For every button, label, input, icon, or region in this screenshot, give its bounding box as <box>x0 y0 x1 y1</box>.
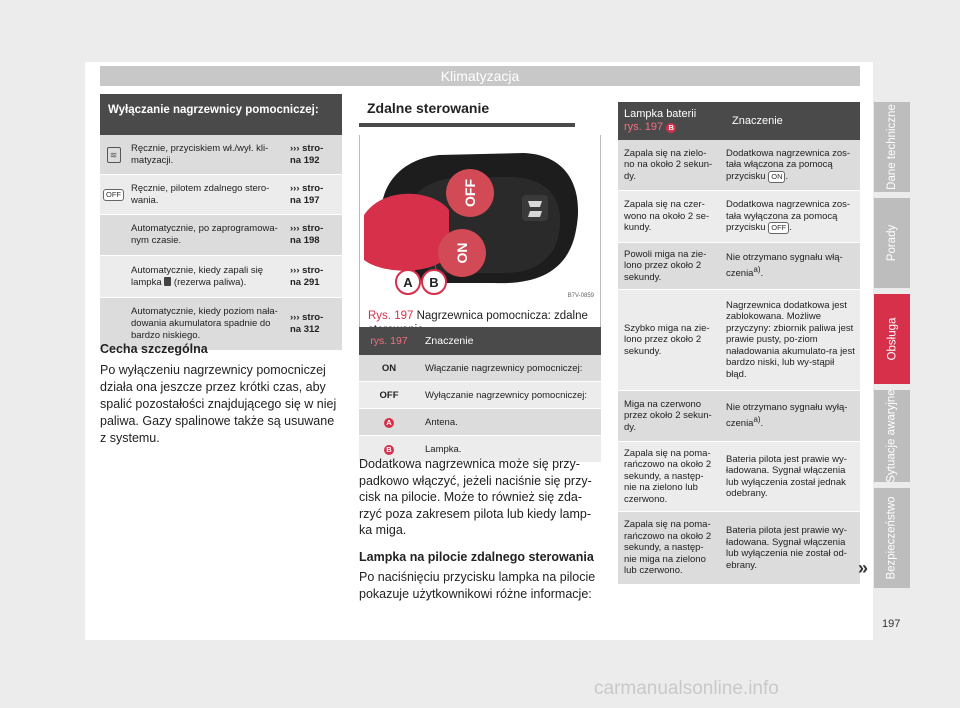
lamp-status-table <box>618 102 860 585</box>
legend-text: Lampka. <box>425 443 462 455</box>
remote-control-figure <box>364 135 596 301</box>
remote-control-illustration <box>364 135 598 301</box>
tab-operation[interactable]: Obsługa <box>874 294 910 384</box>
meaning: Bateria pilota jest prawie wy-ładowana. Sygnał włączenia lub wyłączenia nie został od-ebrany. <box>726 525 847 571</box>
table-row <box>618 191 860 243</box>
off-button-label: OFF <box>462 179 478 207</box>
legend-key: ON <box>381 362 397 374</box>
paragraph: Dodatkowa nagrzewnica może się przy-padkowo włączyć, jeżeli naciśnie się przy-cisk na pilocie. Może to również się zda-rzyć poza zakresem pilota lub kiedy lamp-ka miga. <box>359 457 592 537</box>
meaning: Nie otrzymano sygnału włą-czenia$^{a)}$. <box>726 252 843 280</box>
subheading: Lampka na pilocie zdalnego sterowania <box>359 549 594 564</box>
lamp-state: Zapala się na czer-wono na około 2 se-kundy. <box>624 199 710 234</box>
table-header <box>359 327 601 355</box>
on-button-label: ON <box>454 242 470 264</box>
lamp-state: Miga na czerwono przez około 2 sekun-dy. <box>624 398 712 433</box>
tab-emergencies[interactable]: Sytuacje awaryjne <box>874 390 910 482</box>
table-header <box>618 102 860 140</box>
legend-key: A <box>384 418 394 428</box>
remote-text-section <box>359 456 601 612</box>
column-header: Znaczenie <box>732 115 783 127</box>
meaning: Dodatkowa nagrzewnica zos-tała włączona za pomocą przycisku ON . <box>726 147 851 182</box>
callout-a: A <box>403 275 413 290</box>
off-key-icon: OFF <box>103 189 124 201</box>
legend-key: OFF <box>379 389 399 401</box>
fuel-pump-icon <box>164 277 171 286</box>
table-row <box>359 355 601 382</box>
callout-b-badge: B <box>666 123 676 133</box>
section-title: Zdalne sterowanie <box>359 94 575 127</box>
deactivation-table <box>100 94 342 351</box>
column-header[interactable]: rys. 197 <box>370 335 408 347</box>
page-reference[interactable]: ››› stro- na 291 <box>290 264 324 288</box>
heater-button-icon: ≋ <box>107 147 121 163</box>
legend-text: Wyłączanie nagrzewnicy pomocniczej: <box>425 389 588 401</box>
table-row <box>618 140 860 191</box>
lamp-state: Zapala się na poma-rańczowo na około 2 sekundy, a następ-nie miga na zielono lub czerwono. <box>624 519 712 577</box>
page-reference[interactable]: ››› stro- na 197 <box>290 182 324 206</box>
tab-safety[interactable]: Bezpieczeństwo <box>874 488 910 588</box>
watermark: carmanualsonline.info <box>594 678 779 699</box>
callout-b: B <box>429 275 439 290</box>
tab-technical-data[interactable]: Dane techniczne <box>874 102 910 192</box>
lamp-state: Zapala się na zielo-no na około 2 sekun-dy. <box>624 147 713 182</box>
lamp-state: Szybko miga na zie-lono przez około 2 sekundy. <box>624 322 710 357</box>
lamp-state: Powoli miga na zie-lono przez około 2 sekundy. <box>624 248 707 283</box>
meaning: Nie otrzymano sygnału wyłą-czenia$^{a)}$. <box>726 402 848 430</box>
remote-legend-table <box>359 327 601 463</box>
table-row <box>100 135 342 175</box>
legend-text: Antena. <box>425 416 458 428</box>
legend-text: Włączanie nagrzewnicy pomocniczej: <box>425 362 583 374</box>
row-text: Ręcznie, przyciskiem wł./wył. kli-matyzacji. <box>131 142 269 166</box>
section-body: Po wyłączeniu nagrzewnicy pomocniczej działa ona jeszcze przez krótki czas, aby spalić pozostałości znajdującego się w niej paliwa. Gazy spalinowe także są usuwane z systemu. <box>100 363 337 445</box>
meaning: Nagrzewnica dodatkowa jest zablokowana. Możliwe przyczyny: zbiornik paliwa jest prawie pusty, po-ziom naładowania akumulato-ra jest bardzo niski, lub wy-stąpił błąd. <box>726 299 855 380</box>
table-row <box>618 512 860 585</box>
section-heading: Cecha szczególna <box>100 342 208 356</box>
column-header: Znaczenie <box>425 335 474 347</box>
table-row <box>359 382 601 409</box>
row-text: Automatycznie, po zaprogramowa-nym czasie. <box>131 223 278 246</box>
table-row <box>618 290 860 391</box>
lamp-state: Zapala się na poma-rańczowo na około 2 sekundy, a następ-nie na zielono lub czerwono. <box>624 447 712 505</box>
table-row <box>618 243 860 290</box>
chapter-header: Klimatyzacja <box>100 66 860 86</box>
table-row <box>100 175 342 215</box>
page-reference[interactable]: ››› stro- na 312 <box>290 312 324 335</box>
table-row <box>100 215 342 256</box>
special-feature-section <box>100 342 342 447</box>
figure-box <box>359 135 601 346</box>
legend-key: B <box>384 445 394 455</box>
on-key-icon: ON <box>768 171 785 183</box>
table-row <box>100 256 342 298</box>
row-text: Ręcznie, pilotem zdalnego stero-wania. <box>131 182 270 206</box>
meaning: Bateria pilota jest prawie wy-ładowana. Sygnał włączenia lub wyłączenia został jednak odebrany. <box>726 453 847 499</box>
meaning: Dodatkowa nagrzewnica zos-tała wyłączona za pomocą przycisku OFF . <box>726 199 851 233</box>
tab-tips[interactable]: Porady <box>874 198 910 288</box>
paragraph: Po naciśnięciu przycisku lampka na pilocie pokazuje użytkownikowi różne informacje: <box>359 570 596 601</box>
column-header: Lampka baterii rys. 197 B <box>624 108 697 133</box>
remote-control-section <box>359 94 601 346</box>
figure-caption: Rys. 197 Nagrzewnica pomocnicza: zdalne <box>368 310 588 322</box>
page-number: 197 <box>882 618 901 630</box>
table-row <box>618 442 860 512</box>
page-reference[interactable]: ››› stro- na 198 <box>290 223 324 246</box>
figure-code: B7V-0859 <box>567 293 594 299</box>
page-reference[interactable]: ››› stro- na 192 <box>290 142 324 166</box>
continue-arrow: » <box>858 558 869 578</box>
deactivation-table-heading: Wyłączanie nagrzewnicy pomocniczej: <box>100 94 342 135</box>
table-row <box>359 409 601 436</box>
table-row <box>618 391 860 442</box>
row-text: Automatycznie, kiedy poziom nała-dowania akumulatora spadnie do bardzo niskiego. <box>131 306 278 341</box>
row-text: Automatycznie, kiedy zapali się lampka (rezerwa paliwa). <box>131 264 264 288</box>
off-key-icon: OFF <box>768 222 789 234</box>
